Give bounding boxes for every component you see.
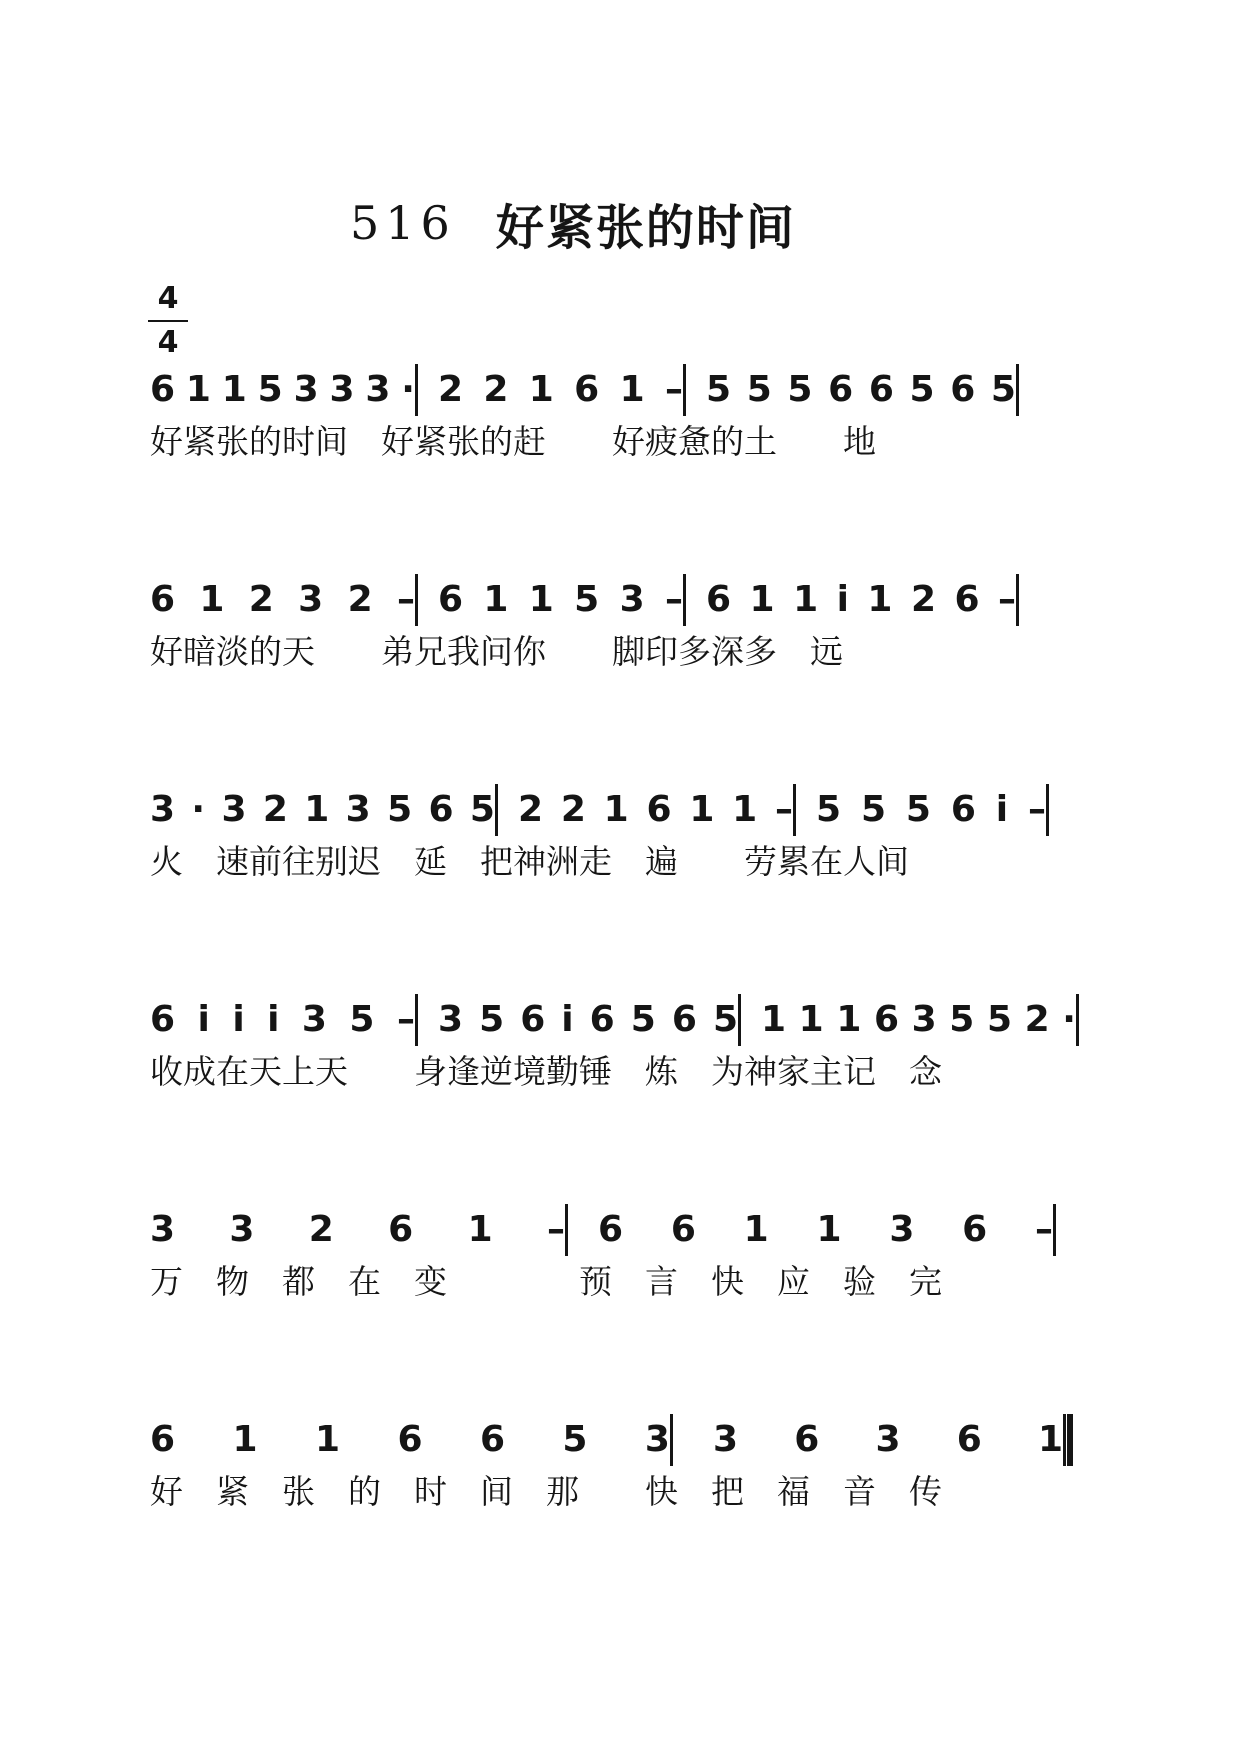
note-symbol: 3 bbox=[911, 999, 937, 1040]
barline bbox=[1046, 784, 1049, 836]
note-symbol: 2 bbox=[248, 579, 274, 620]
note-symbol: 1 bbox=[185, 369, 211, 410]
note-symbol: 6 bbox=[150, 1419, 176, 1460]
note-symbol: 6 bbox=[438, 579, 464, 620]
note-symbol: 6 bbox=[706, 579, 732, 620]
measure bbox=[598, 1208, 1053, 1252]
note-symbol: 6 bbox=[873, 999, 900, 1040]
note-symbol: 2 bbox=[262, 789, 288, 830]
note-symbol: 1 bbox=[528, 579, 554, 620]
time-signature-bottom: 4 bbox=[157, 325, 179, 360]
measure bbox=[150, 368, 415, 412]
note-symbol: 3 bbox=[619, 579, 645, 620]
note-symbol: 5 bbox=[787, 369, 813, 410]
note-symbol: i bbox=[267, 999, 280, 1040]
note-symbol: 3 bbox=[301, 999, 327, 1040]
time-signature-divider bbox=[148, 320, 188, 322]
note-symbol: 5 bbox=[712, 999, 738, 1040]
song-title bbox=[350, 188, 796, 258]
measure bbox=[438, 368, 683, 412]
note-symbol: 6 bbox=[388, 1209, 414, 1250]
barline bbox=[1053, 1204, 1056, 1256]
note-symbol: 6 bbox=[397, 1419, 423, 1460]
notation-row bbox=[150, 352, 1019, 412]
note-symbol: 5 bbox=[860, 789, 886, 830]
note-symbol: i bbox=[561, 999, 574, 1040]
note-symbol: 6 bbox=[954, 579, 980, 620]
note-symbol: 6 bbox=[428, 789, 454, 830]
note-symbol: 3 bbox=[889, 1209, 915, 1250]
note-symbol: 5 bbox=[905, 789, 931, 830]
final-double-barline bbox=[1063, 1414, 1073, 1466]
note-symbol: 1 bbox=[732, 789, 758, 830]
note-symbol: 1 bbox=[221, 369, 247, 410]
measure bbox=[150, 578, 415, 622]
measure bbox=[816, 788, 1046, 832]
note-symbol: 1 bbox=[836, 999, 862, 1040]
note-symbol: 5 bbox=[816, 789, 842, 830]
notation-row bbox=[150, 562, 1019, 622]
measure bbox=[761, 998, 1076, 1042]
measure bbox=[438, 578, 683, 622]
note-symbol: 5 bbox=[986, 999, 1012, 1040]
lyrics-row: 火 速前往别迟 延 把神洲走 遍 劳累在人间 bbox=[150, 842, 909, 881]
note-symbol: 6 bbox=[598, 1209, 624, 1250]
note-symbol: 1 bbox=[619, 369, 645, 410]
note-symbol: – bbox=[546, 1209, 565, 1250]
note-symbol: 3 bbox=[644, 1419, 670, 1460]
note-symbol: 2 bbox=[438, 369, 464, 410]
note-symbol: 3 bbox=[298, 579, 324, 620]
barline bbox=[683, 364, 686, 416]
barline bbox=[495, 784, 498, 836]
note-symbol: 1 bbox=[743, 1209, 769, 1250]
barline bbox=[415, 364, 418, 416]
note-symbol: 1 bbox=[483, 579, 509, 620]
note-symbol: 2 bbox=[483, 369, 509, 410]
note-symbol: 1 bbox=[467, 1209, 493, 1250]
note-symbol: 1 bbox=[798, 999, 824, 1040]
note-symbol: 3 bbox=[221, 789, 247, 830]
note-symbol: 2 bbox=[308, 1209, 334, 1250]
note-symbol: 2 bbox=[518, 789, 544, 830]
note-symbol: 5 bbox=[909, 369, 935, 410]
note-symbol: 3 bbox=[365, 369, 391, 410]
lyrics-row: 收成在天上天 身逢逆境勤锤 炼 为神家主记 念 bbox=[150, 1052, 942, 1091]
measure bbox=[150, 998, 415, 1042]
measure bbox=[706, 578, 1016, 622]
note-symbol: – bbox=[774, 789, 793, 830]
note-symbol: 1 bbox=[749, 579, 775, 620]
note-symbol: 5 bbox=[630, 999, 656, 1040]
note-symbol: 6 bbox=[950, 369, 976, 410]
measure bbox=[706, 368, 1016, 412]
note-symbol: 5 bbox=[574, 579, 600, 620]
note-symbol: 3 bbox=[875, 1419, 901, 1460]
note-symbol: 6 bbox=[868, 369, 894, 410]
barline bbox=[415, 994, 418, 1046]
lyrics-row: 好 紧 张 的 时 间 那 快 把 福 音 传 bbox=[150, 1472, 942, 1511]
note-symbol: 5 bbox=[349, 999, 375, 1040]
note-symbol: 2 bbox=[347, 579, 373, 620]
barline bbox=[793, 784, 796, 836]
note-symbol: 6 bbox=[794, 1419, 820, 1460]
note-symbol: 1 bbox=[689, 789, 715, 830]
notation-row bbox=[150, 1402, 1073, 1462]
note-symbol: 6 bbox=[574, 369, 600, 410]
note-symbol: 1 bbox=[761, 999, 787, 1040]
measure bbox=[438, 998, 738, 1042]
barline bbox=[683, 574, 686, 626]
note-symbol: 1 bbox=[867, 579, 893, 620]
note-symbol: – bbox=[664, 369, 683, 410]
note-symbol: 3 bbox=[329, 369, 355, 410]
note-symbol: 3 bbox=[438, 999, 464, 1040]
note-symbol: 6 bbox=[646, 789, 672, 830]
measure bbox=[518, 788, 793, 832]
note-symbol: 5 bbox=[746, 369, 772, 410]
barline bbox=[670, 1414, 673, 1466]
note-symbol: 6 bbox=[479, 1419, 505, 1460]
note-symbol: 5 bbox=[469, 789, 495, 830]
notation-row bbox=[150, 1192, 1056, 1252]
barline bbox=[415, 574, 418, 626]
note-symbol: 5 bbox=[479, 999, 505, 1040]
notation-row bbox=[150, 982, 1079, 1042]
note-symbol: 6 bbox=[670, 1209, 696, 1250]
measure bbox=[713, 1418, 1063, 1462]
measure bbox=[150, 788, 495, 832]
note-symbol: 5 bbox=[257, 369, 283, 410]
note-symbol: 3 bbox=[150, 1209, 176, 1250]
barline bbox=[738, 994, 741, 1046]
time-signature bbox=[146, 282, 190, 360]
note-symbol: 6 bbox=[950, 789, 976, 830]
notation-row bbox=[150, 772, 1049, 832]
note-symbol: 6 bbox=[828, 369, 854, 410]
note-symbol: 3 bbox=[229, 1209, 255, 1250]
song-name: 好紧张的时间 bbox=[495, 199, 796, 256]
note-symbol: – bbox=[664, 579, 683, 620]
note-symbol: · bbox=[1062, 999, 1076, 1040]
note-symbol: 3 bbox=[345, 789, 371, 830]
note-symbol: i bbox=[995, 789, 1009, 830]
note-symbol: 1 bbox=[304, 789, 330, 830]
note-symbol: 1 bbox=[314, 1419, 341, 1460]
note-symbol: 3 bbox=[150, 789, 176, 830]
note-symbol: · bbox=[191, 789, 206, 830]
note-symbol: – bbox=[1034, 1209, 1053, 1250]
note-symbol: 6 bbox=[150, 579, 176, 620]
note-symbol: 1 bbox=[528, 369, 554, 410]
note-symbol: 2 bbox=[910, 579, 936, 620]
note-symbol: 1 bbox=[603, 789, 629, 830]
measure bbox=[150, 1418, 670, 1462]
note-symbol: 3 bbox=[293, 369, 319, 410]
note-symbol: 6 bbox=[520, 999, 546, 1040]
note-symbol: i bbox=[232, 999, 245, 1040]
note-symbol: 1 bbox=[199, 579, 225, 620]
note-symbol: 1 bbox=[816, 1209, 842, 1250]
note-symbol: i bbox=[197, 999, 210, 1040]
barline bbox=[1076, 994, 1079, 1046]
note-symbol: – bbox=[396, 999, 415, 1040]
note-symbol: 2 bbox=[560, 789, 586, 830]
note-symbol: 5 bbox=[990, 369, 1016, 410]
note-symbol: 6 bbox=[956, 1419, 982, 1460]
note-symbol: 5 bbox=[949, 999, 975, 1040]
measure bbox=[150, 1208, 565, 1252]
note-symbol: – bbox=[1027, 789, 1046, 830]
note-symbol: 6 bbox=[589, 999, 615, 1040]
lyrics-row: 好紧张的时间 好紧张的赶 好疲惫的土 地 bbox=[150, 422, 876, 461]
note-symbol: 6 bbox=[150, 999, 176, 1040]
note-symbol: 2 bbox=[1024, 999, 1050, 1040]
lyrics-row: 好暗淡的天 弟兄我问你 脚印多深多 远 bbox=[150, 632, 843, 671]
lyrics-row: 万 物 都 在 变 预 言 快 应 验 完 bbox=[150, 1262, 942, 1301]
note-symbol: 6 bbox=[150, 369, 176, 410]
note-symbol: – bbox=[998, 579, 1016, 620]
note-symbol: 5 bbox=[706, 369, 732, 410]
note-symbol: – bbox=[396, 579, 415, 620]
note-symbol: i bbox=[836, 579, 849, 620]
note-symbol: 6 bbox=[962, 1209, 988, 1250]
song-number: 516 bbox=[350, 196, 456, 250]
note-symbol: 6 bbox=[671, 999, 697, 1040]
time-signature-top: 4 bbox=[157, 281, 179, 316]
note-symbol: 3 bbox=[713, 1419, 739, 1460]
note-symbol: 1 bbox=[1037, 1419, 1063, 1460]
barline bbox=[1016, 364, 1019, 416]
barline bbox=[565, 1204, 568, 1256]
barline bbox=[1016, 574, 1019, 626]
note-symbol: 5 bbox=[562, 1419, 588, 1460]
note-symbol: 1 bbox=[232, 1419, 258, 1460]
note-symbol: 5 bbox=[387, 789, 413, 830]
note-symbol: · bbox=[401, 369, 415, 410]
note-symbol: 1 bbox=[793, 579, 819, 620]
